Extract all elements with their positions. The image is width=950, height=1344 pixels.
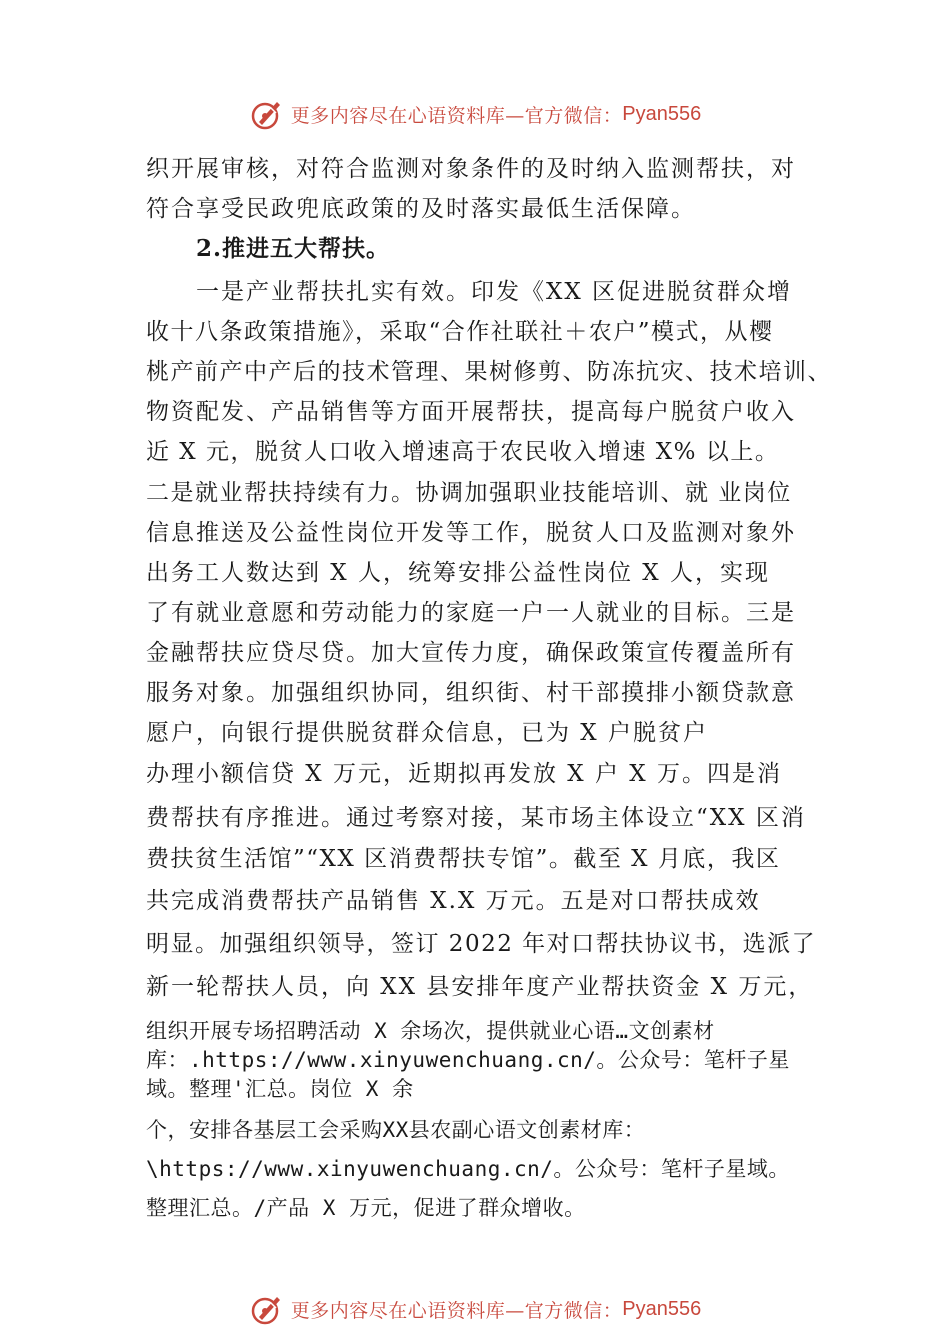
text-line: 费帮扶有序推进。通过考察对接，某市场主体设立“XX 区消	[146, 805, 806, 831]
text-line: 信息推送及公益性岗位开发等工作，脱贫人口及监测对象外	[146, 520, 796, 546]
text-line: 服务对象。加强组织协同，组织街、村干部摸排小额贷款意	[146, 680, 796, 706]
text-line: 费扶贫生活馆”“XX 区消费帮扶专馆”。截至 X 月底，我区	[146, 846, 781, 872]
quill-pen-logo-icon	[249, 96, 285, 132]
text-line: 组织开展专场招聘活动 X 余场次，提供就业心语…文创素材	[146, 1019, 715, 1043]
text-line: 二是就业帮扶持续有力。协调加强职业技能培训、就 业岗位	[146, 480, 792, 506]
text-line: 物资配发、产品销售等方面开展帮扶，提高每户脱贫户收入	[146, 399, 796, 425]
text-line: 近 X 元，脱贫人口收入增速高于农民收入增速 X% 以上。	[146, 439, 780, 465]
banner-wechat-handle[interactable]: Pyan556	[622, 1297, 702, 1320]
banner-text: 更多内容尽在心语资料库—官方微信：	[290, 104, 623, 127]
text-line: 域。整理'汇总。岗位 X 余	[146, 1077, 414, 1101]
text-line: 出务工人数达到 X 人，统筹安排公益性岗位 X 人，实现	[146, 560, 770, 586]
text-line: 桃产前产中产后的技术管理、果树修剪、防冻抗灾、技术培训、	[146, 359, 832, 385]
section-heading: 2.推进五大帮扶。	[196, 235, 391, 262]
text-line: 共完成消费帮扶产品销售 X.X 万元。五是对口帮扶成效	[146, 888, 761, 914]
text-line: \https://www.xinyuwenchuang.cn/。公众号：笔杆子星域。	[146, 1157, 790, 1181]
text-line: 收十八条政策措施》，采取“合作社联社＋农户”模式，从樱	[146, 319, 774, 345]
text-line: 一是产业帮扶扎实有效。印发《XX 区促进脱贫群众增	[196, 279, 793, 305]
text-line: 明显。加强组织领导，签订 2022 年对口帮扶协议书，选派了	[146, 931, 817, 957]
text-line: 整理汇总。/产品 X 万元，促进了群众增收。	[146, 1196, 586, 1220]
text-line: 库：.https://www.xinyuwenchuang.cn/。公众号：笔杆子星	[146, 1048, 790, 1072]
text-line: 新一轮帮扶人员，向 XX 县安排年度产业帮扶资金 X 万元，	[146, 974, 814, 1000]
text-line: 个，安排各基层工会采购XX县农副心语文创素材库：	[146, 1118, 646, 1142]
header-banner	[0, 94, 950, 134]
banner-text: 更多内容尽在心语资料库—官方微信：	[290, 1299, 623, 1322]
text-line: 织开展审核，对符合监测对象条件的及时纳入监测帮扶，对	[146, 156, 796, 182]
quill-pen-logo-icon	[249, 1291, 285, 1327]
text-line: 办理小额信贷 X 万元，近期拟再发放 X 户 X 万。四是消	[146, 761, 782, 787]
banner-wechat-handle[interactable]: Pyan556	[622, 102, 702, 125]
text-line: 符合享受民政兜底政策的及时落实最低生活保障。	[146, 196, 696, 222]
text-line: 了有就业意愿和劳动能力的家庭一户一人就业的目标。三是	[146, 600, 796, 626]
footer-banner	[0, 1289, 950, 1329]
text-line: 金融帮扶应贷尽贷。加大宣传力度，确保政策宣传覆盖所有	[146, 640, 796, 666]
text-line: 愿户，向银行提供脱贫群众信息，已为 X 户脱贫户	[146, 720, 708, 746]
